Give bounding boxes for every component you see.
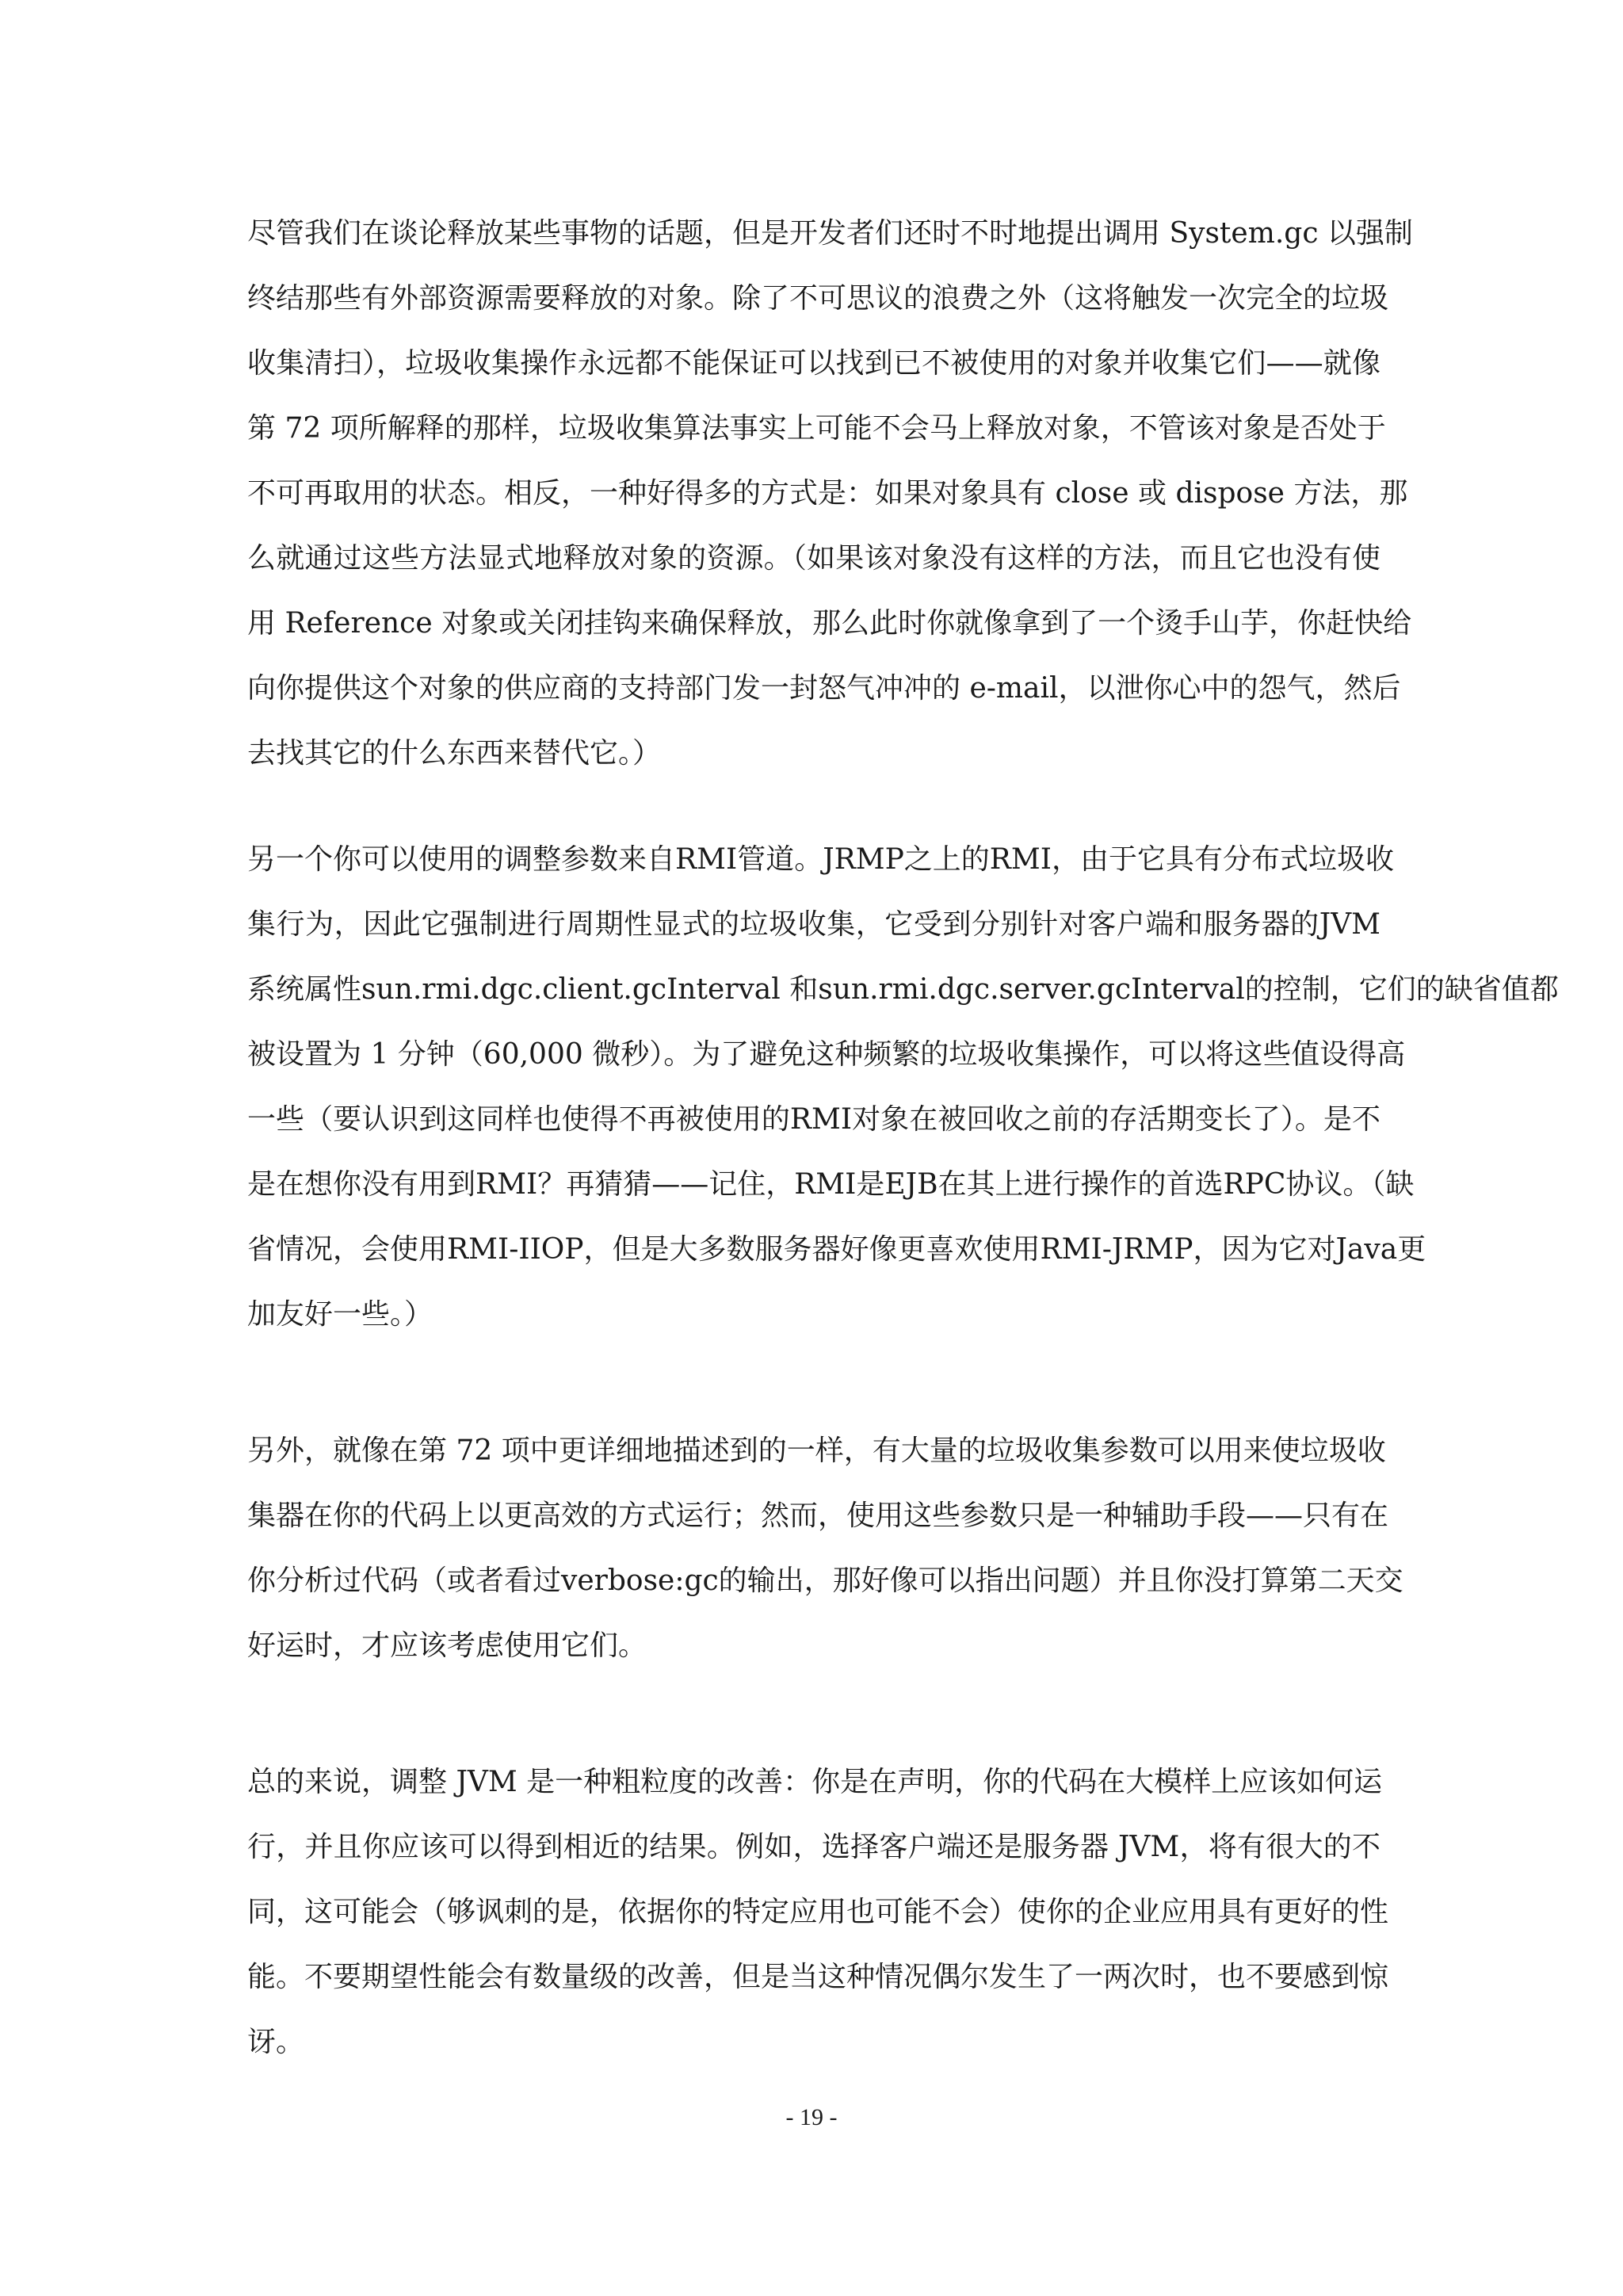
paragraph-line: 行，并且你应该可以得到相近的结果。例如，选择客户端还是服务器 JVM，将有很大的不 — [247, 1831, 1381, 1863]
paragraph-line: 么就通过这些方法显式地释放对象的资源。（如果该对象没有这样的方法，而且它也没有使 — [247, 542, 1381, 575]
paragraph-line: 是在想你没有用到RMI？再猜猜——记住，RMI是EJB在其上进行操作的首选RPC协议。（缺 — [247, 1168, 1415, 1201]
paragraph-rmi-tuning — [247, 837, 1559, 1357]
paragraph-line: 系统属性sun.rmi.dgc.client.gcInterval 和sun.rmi.dgc.server.gcInterval的控制，它们的缺省值都 — [247, 973, 1559, 1006]
paragraph-line: 用 Reference 对象或关闭挂钩来确保释放，那么此时你就像拿到了一个烫手山芋，你赶快给 — [247, 607, 1412, 640]
paragraph-line: 收集清扫），垃圾收集操作永远都不能保证可以找到已不被使用的对象并收集它们——就像 — [247, 347, 1381, 380]
paragraph-line: 去找其它的什么东西来替代它。） — [247, 737, 662, 770]
paragraph-system-gc — [247, 211, 1413, 796]
paragraph-line: 同，这可能会（够讽刺的是，依据你的特定应用也可能不会）使你的企业应用具有更好的性 — [247, 1896, 1389, 1928]
paragraph-line: 终结那些有外部资源需要释放的对象。除了不可思议的浪费之外（这将触发一次完全的垃圾 — [247, 282, 1389, 315]
paragraph-line: 集器在你的代码上以更高效的方式运行；然而，使用这些参数只是一种辅助手段——只有在 — [247, 1499, 1389, 1532]
paragraph-line: 讶。 — [247, 2026, 305, 2058]
paragraph-line: 第 72 项所解释的那样，垃圾收集算法事实上可能不会马上释放对象，不管该对象是否处于 — [247, 412, 1386, 445]
paragraph-line: 你分析过代码（或者看过verbose:gc的输出，那好像可以指出问题）并且你没打算第二天交 — [247, 1564, 1403, 1597]
paragraph-line: 不可再取用的状态。相反，一种好得多的方式是：如果对象具有 close 或 dispose 方法，那 — [247, 477, 1408, 510]
paragraph-line: 尽管我们在谈论释放某些事物的话题，但是开发者们还时不时地提出调用 System.gc 以强制 — [247, 217, 1413, 250]
paragraph-line: 另一个你可以使用的调整参数来自RMI管道。JRMP之上的RMI，由于它具有分布式垃圾收 — [247, 843, 1394, 876]
paragraph-line: 另外，就像在第 72 项中更详细地描述到的一样，有大量的垃圾收集参数可以用来使垃圾收 — [247, 1435, 1386, 1467]
paragraph-line: 总的来说，调整 JVM 是一种粗粒度的改善：你是在声明，你的代码在大模样上应该如何运 — [247, 1766, 1383, 1798]
paragraph-line: 向你提供这个对象的供应商的支持部门发一封怒气冲冲的 e-mail，以泄你心中的怨气，然后 — [247, 672, 1401, 705]
paragraph-jvm-summary — [247, 1759, 1389, 2084]
paragraph-line: 一些（要认识到这同样也使得不再被使用的RMI对象在被回收之前的存活期变长了）。是不 — [247, 1103, 1381, 1136]
page-number: - 19 - — [785, 2104, 838, 2130]
paragraph-line: 省情况，会使用RMI-IIOP，但是大多数服务器好像更喜欢使用RMI-JRMP，因为它对Java更 — [247, 1233, 1426, 1266]
paragraph-line: 被设置为 1 分钟（60,000 微秒）。为了避免这种频繁的垃圾收集操作，可以将这些值设得高 — [247, 1038, 1406, 1071]
paragraph-line: 集行为，因此它强制进行周期性显式的垃圾收集，它受到分别针对客户端和服务器的JVM — [247, 908, 1381, 941]
paragraph-line: 加友好一些。） — [247, 1298, 433, 1331]
paragraph-gc-parameters — [247, 1428, 1403, 1688]
paragraph-line: 能。不要期望性能会有数量级的改善，但是当这种情况偶尔发生了一两次时，也不要感到惊 — [247, 1961, 1389, 1993]
paragraph-line: 好运时，才应该考虑使用它们。 — [247, 1629, 647, 1662]
